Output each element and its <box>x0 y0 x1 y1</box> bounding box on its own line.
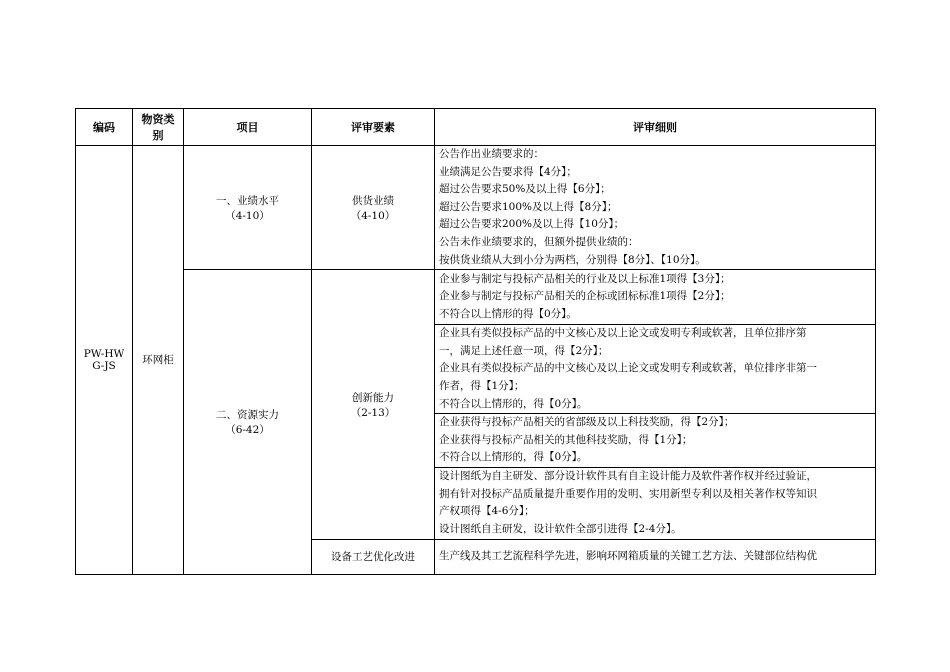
item-cell-1 <box>184 146 312 270</box>
detail-line: 生产线及其工艺流程科学先进，影响环网箱质量的关键工艺方法、关键部位结构优 <box>439 550 817 563</box>
factor-name: 创新能力 <box>352 391 394 404</box>
header-row <box>76 109 876 146</box>
detail-line: 不符合以上情形的，得【0分】。 <box>439 397 588 410</box>
header-detail: 评审细则 <box>435 109 876 146</box>
detail-line: 企业具有类似投标产品的中文核心及以上论文或发明专利或软著，且单位排序第 <box>439 327 807 340</box>
detail-line: 不符合以上情形的得【0分】。 <box>439 307 577 320</box>
item-range: （6-42） <box>225 424 270 437</box>
detail-line: 一，满足上述任意一项，得【2分】； <box>439 344 609 357</box>
detail-line: 设计图纸自主研发，设计软件全部引进得【2-4分】。 <box>439 523 682 535</box>
detail-cell <box>435 414 876 468</box>
item-name: 二、资源实力 <box>216 409 279 422</box>
evaluation-table <box>75 108 876 575</box>
factor-cell-2 <box>312 270 435 540</box>
detail-line: 超过公告要求50%及以上得【6分】； <box>439 183 611 196</box>
header-code: 编码 <box>76 109 133 146</box>
detail-line: 设计图纸为自主研发、部分设计软件具有自主设计能力及软件著作权并经过验证， <box>439 470 817 483</box>
detail-line: 拥有针对投标产品质量提升重要作用的发明、实用新型专利以及相关著作权等知识 <box>439 487 817 500</box>
factor-cell-1 <box>312 146 435 270</box>
factor-name: 供货业绩 <box>352 194 394 207</box>
detail-line: 超过公告要求200%及以上得【10分】； <box>439 218 625 231</box>
item-name: 一、业绩水平 <box>216 194 279 207</box>
header-category: 物资类别 <box>133 109 184 146</box>
header-item: 项目 <box>184 109 312 146</box>
factor-range: （4-10） <box>350 209 396 222</box>
detail-line: 公告未作业绩要求的，但额外提供业绩的： <box>439 235 639 248</box>
factor-range: （2-13） <box>350 406 396 419</box>
item-cell-2 <box>184 270 312 575</box>
detail-line: 作者，得【1分】； <box>439 379 525 392</box>
detail-line: 企业参与制定与投标产品相关的企标或团标标准1项得【2分】； <box>439 290 731 303</box>
detail-cell <box>435 467 876 539</box>
detail-line: 企业获得与投标产品相关的其他科技奖励，得【1分】； <box>439 433 693 446</box>
detail-line: 按供货业绩从大到小分为两档，分别得【8分】、【10分】。 <box>439 253 706 266</box>
detail-line: 业绩满足公告要求得【4分】； <box>439 165 577 178</box>
detail-line: 企业具有类似投标产品的中文核心及以上论文或发明专利或软著，单位排序非第一 <box>439 362 817 375</box>
detail-cell <box>435 270 876 325</box>
item-range: （4-10） <box>225 209 270 222</box>
detail-line: 不符合以上情形的，得【0分】。 <box>439 451 588 464</box>
detail-line: 企业获得与投标产品相关的省部级及以上科技奖励，得【2分】； <box>439 416 735 429</box>
table-row <box>76 146 876 270</box>
factor-cell-3: 设备工艺优化改进 <box>312 539 435 574</box>
detail-cell <box>435 539 876 574</box>
header-factor: 评审要素 <box>312 109 435 146</box>
detail-line: 产权项得【4-6分】； <box>439 505 535 518</box>
detail-cell <box>435 146 876 270</box>
detail-line: 超过公告要求100%及以上得【8分】； <box>439 200 618 213</box>
table-row <box>76 270 876 325</box>
detail-cell <box>435 325 876 414</box>
detail-line: 公告作出业绩要求的： <box>439 148 544 160</box>
code-cell: PW-HWG-JS <box>76 146 133 575</box>
category-cell: 环网柜 <box>133 146 184 575</box>
detail-line: 企业参与制定与投标产品相关的行业及以上标准1项得【3分】； <box>439 272 731 285</box>
